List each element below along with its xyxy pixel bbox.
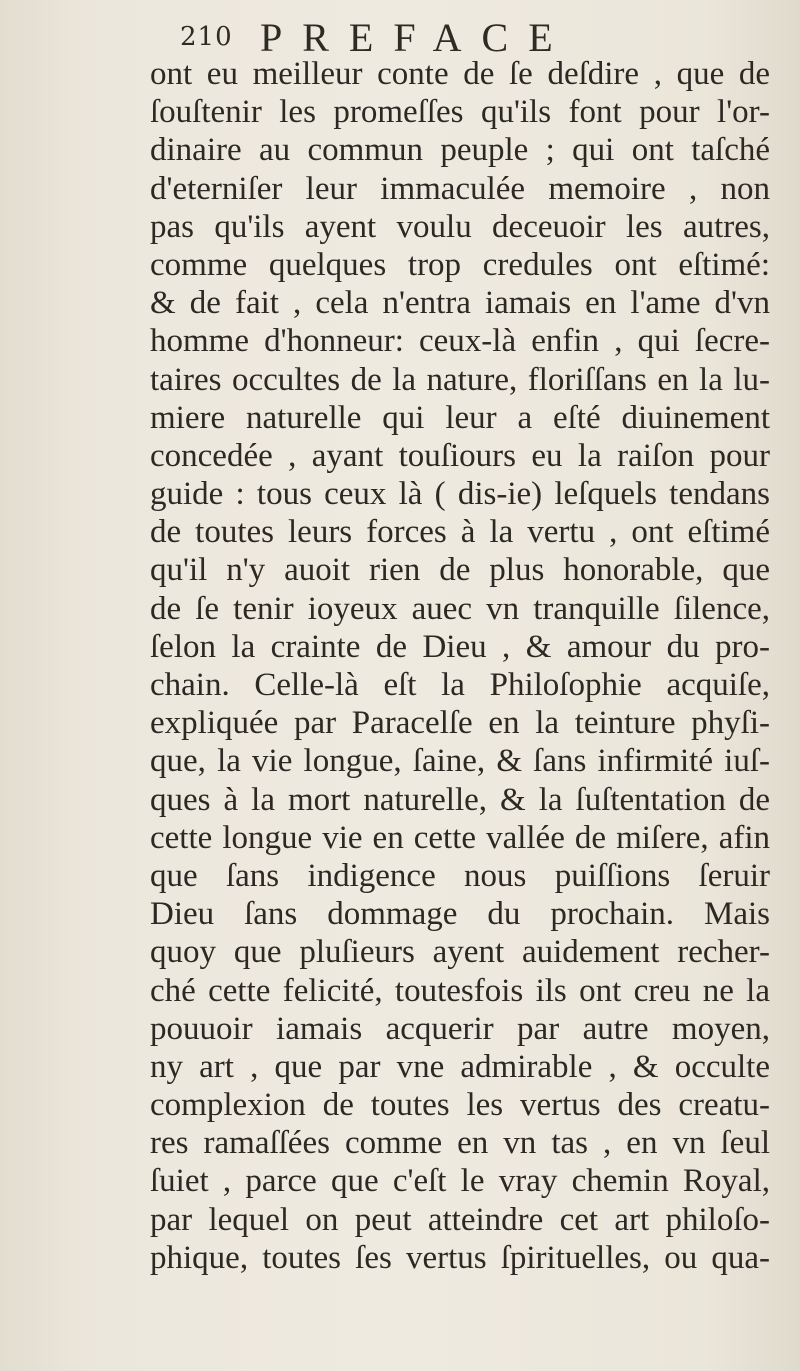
text-line: quoy que pluſieurs ayent auidement recher- xyxy=(150,934,770,971)
text-line: guide : tous ceux là ( dis-ie) leſquels tendans xyxy=(150,476,770,513)
body-text xyxy=(150,55,770,1277)
text-line: de toutes leurs forces à la vertu , ont eſtimé xyxy=(150,514,770,551)
text-line: pas qu'ils ayent voulu deceuoir les autres, xyxy=(150,208,770,245)
text-line: Dieu ſans dommage du prochain. Mais xyxy=(150,896,770,933)
text-line: ont eu meilleur conte de ſe deſdire , que de xyxy=(150,56,770,92)
text-line: pouuoir iamais acquerir par autre moyen, xyxy=(150,1010,770,1047)
text-line: expliquée par Paracelſe en la teinture phyſi- xyxy=(150,705,770,742)
text-line: que, la vie longue, ſaine, & ſans infirmité iuſ- xyxy=(150,743,770,780)
page-number: 210 xyxy=(180,22,233,52)
text-line: comme quelques trop credules ont eſtimé: xyxy=(150,246,770,283)
text-line: ny art , que par vne admirable , & occulte xyxy=(150,1048,770,1085)
text-line: cette longue vie en cette vallée de miſere, afin xyxy=(150,819,770,856)
text-line: concedée , ayant touſiours eu la raiſon pour xyxy=(150,437,770,474)
text-line: chain. Celle-là eſt la Philoſophie acquiſe, xyxy=(150,667,770,703)
text-line: qu'il n'y auoit rien de plus honorable, que xyxy=(150,552,770,589)
text-line: homme d'honneur: ceux-là enfin , qui ſecre- xyxy=(150,323,770,360)
text-line: miere naturelle qui leur a eſté diuinement xyxy=(150,399,770,436)
running-head: PREFACE xyxy=(260,15,573,60)
text-line: res ramaſſées comme en vn tas , en vn ſeul xyxy=(150,1125,770,1162)
text-line: & de fait , cela n'entra iamais en l'ame d'vn xyxy=(150,285,770,322)
text-line: d'eterniſer leur immaculée memoire , non xyxy=(150,170,770,207)
text-line: phique, toutes ſes vertus ſpirituelles, ou qua- xyxy=(150,1239,770,1276)
text-line: que ſans indigence nous puiſſions ſeruir xyxy=(150,857,770,894)
text-line: de ſe tenir ioyeux auec vn tranquille ſilence, xyxy=(150,590,770,627)
text-line: taires occultes de la nature, floriſſans en la lu- xyxy=(150,361,770,398)
text-line: complexion de toutes les vertus des creatu- xyxy=(150,1087,770,1124)
text-line: ſelon la crainte de Dieu , & amour du pro- xyxy=(150,628,770,665)
text-line: ſouſtenir les promeſſes qu'ils font pour l'or- xyxy=(150,94,770,131)
text-line: ſuiet , parce que c'eſt le vray chemin Royal, xyxy=(150,1163,770,1200)
text-line: dinaire au commun peuple ; qui ont taſché xyxy=(150,132,770,169)
text-line: par lequel on peut atteindre cet art philoſo- xyxy=(150,1201,770,1238)
text-line: ché cette felicité, toutesfois ils ont creu ne la xyxy=(150,972,770,1009)
text-line: ques à la mort naturelle, & la ſuſtentation de xyxy=(150,781,770,818)
